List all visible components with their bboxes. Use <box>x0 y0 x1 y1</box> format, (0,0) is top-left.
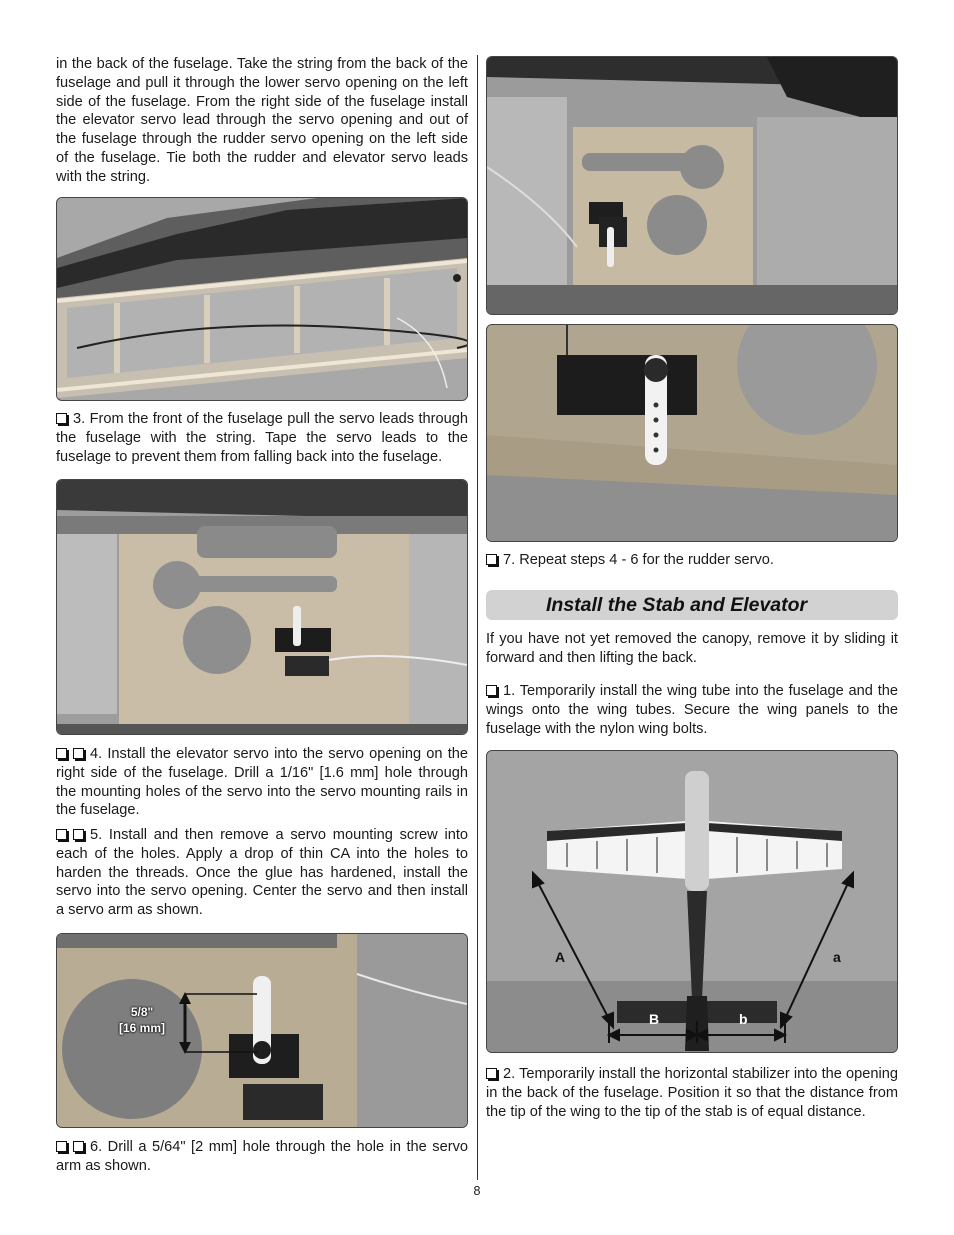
column-divider <box>477 55 478 1180</box>
checkbox-icon[interactable] <box>73 748 84 759</box>
page-number: 8 <box>473 1184 481 1198</box>
intro-paragraph: in the back of the fuselage. Take the string from the back of the fuselage and pull it through the lower servo opening on the left side of the fuselage. From the right side of the fuselage install the elevator servo lead through the servo opening and out of the fuselage through the rudder servo opening on the left side of the fuselage. Tie both the rudder and elevator servo leads with the string. <box>56 56 468 185</box>
step-5 <box>56 826 468 920</box>
wing-stab-diagram <box>487 751 897 1052</box>
checkbox-icon[interactable] <box>56 829 67 840</box>
section-heading: Install the Stab and Elevator <box>486 590 898 620</box>
label-B: B <box>649 1011 660 1027</box>
step-1 <box>486 682 898 738</box>
checkbox-icon[interactable] <box>73 1141 84 1152</box>
step-7 <box>486 551 898 570</box>
checkbox-icon[interactable] <box>56 1141 67 1152</box>
checkbox-icon[interactable] <box>56 413 67 424</box>
photo-rudder-servo-closeup <box>486 324 898 542</box>
canopy-paragraph: If you have not yet removed the canopy, remove it by sliding it forward and then lifting the back. <box>486 631 898 666</box>
fuselage-leads-image <box>57 198 467 400</box>
step-7-text: 7. Repeat steps 4 - 6 for the rudder servo. <box>503 552 774 568</box>
step-3 <box>56 410 468 466</box>
elevator-servo-image <box>57 480 467 734</box>
checkbox-icon[interactable] <box>486 554 497 565</box>
checkbox-icon[interactable] <box>56 748 67 759</box>
step-4-text: 4. Install the elevator servo into the servo opening on the right side of the fuselage. Drill a 1/16" [1.6 mm] hole through the mounting holes of the servo into the servo mounting rails in the fuselage. <box>56 746 468 819</box>
label-a: a <box>833 949 841 965</box>
photo-wing-stab-alignment <box>486 750 898 1053</box>
checkbox-icon[interactable] <box>486 1068 497 1079</box>
photo-rudder-servo-opening <box>486 56 898 315</box>
step-2-text: 2. Temporarily install the horizontal stabilizer into the opening in the back of the fuselage. Position it so that the distance from the tip of the wing to the tip of the stab is of equal distance. <box>486 1066 898 1120</box>
photo-fuselage-servo-leads <box>56 197 468 401</box>
label-b: b <box>739 1011 748 1027</box>
rudder-servo-closeup-image <box>487 325 897 541</box>
measurement-metric: [16 mm] <box>118 1021 165 1035</box>
step-2 <box>486 1065 898 1121</box>
step-6-text: 6. Drill a 5/64" [2 mm] hole through the hole in the servo arm as shown. <box>56 1139 468 1174</box>
photo-servo-arm-measurement <box>56 933 468 1128</box>
measurement-label <box>107 1004 177 1036</box>
measurement-fraction: 5/8" <box>130 1005 154 1019</box>
step-4 <box>56 745 468 820</box>
photo-elevator-servo-opening <box>56 479 468 735</box>
label-A: A <box>555 949 566 965</box>
step-3-text: 3. From the front of the fuselage pull the servo leads through the fuselage with the string. Tape the servo leads to the fuselage to prevent them from falling back into the fuselage. <box>56 411 468 465</box>
step-6 <box>56 1138 468 1176</box>
step-1-text: 1. Temporarily install the wing tube into the fuselage and the wings onto the wing tubes. Secure the wing panels to the fuselage with the nylon wing bolts. <box>486 683 898 737</box>
rudder-servo-image <box>487 57 897 314</box>
checkbox-icon[interactable] <box>486 685 497 696</box>
checkbox-icon[interactable] <box>73 829 84 840</box>
step-5-text: 5. Install and then remove a servo mounting screw into each of the holes. Apply a drop of thin CA into the holes to harden the threads. Once the glue has hardened, install the servo into the servo opening. Center the servo and then install a servo arm as shown. <box>56 827 468 919</box>
